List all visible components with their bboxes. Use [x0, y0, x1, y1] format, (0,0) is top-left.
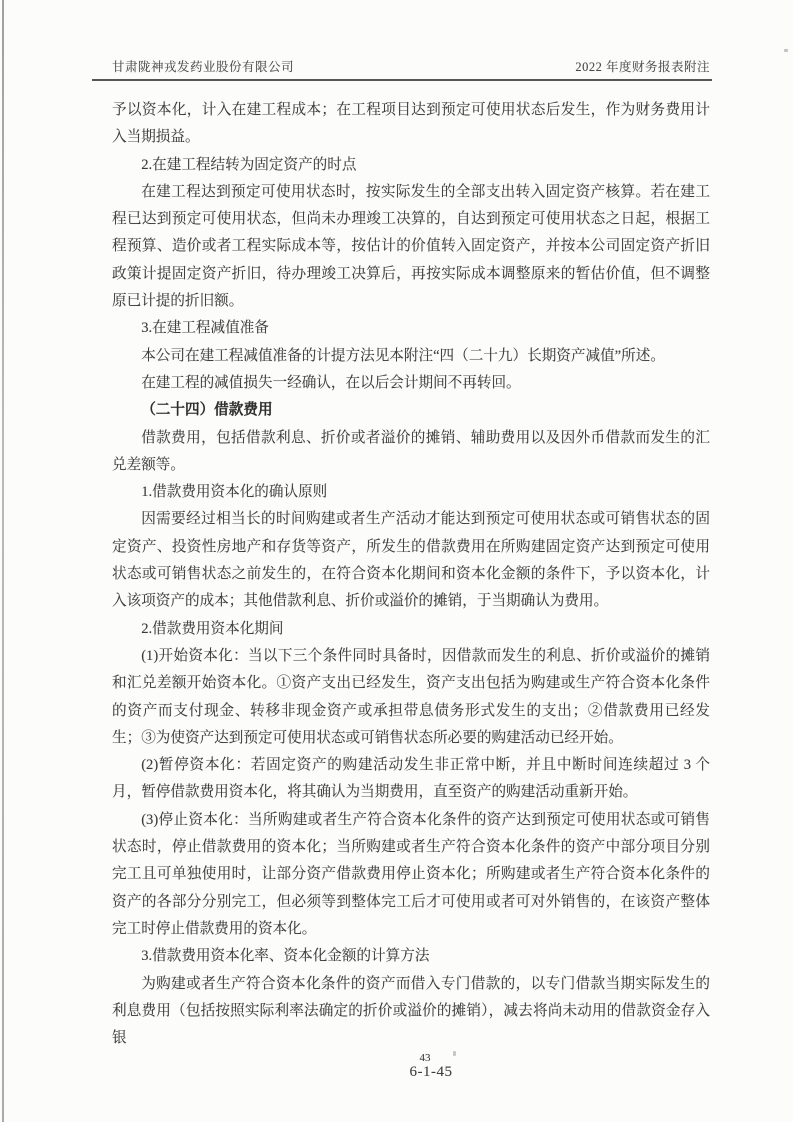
text-block-subheading: 3.借款费用资本化率、资本化金额的计算方法 — [141, 948, 430, 965]
page-number: 43 — [419, 1052, 431, 1064]
header-doc-title: 2022 年度财务报表附注 — [575, 60, 710, 74]
text-block-paragraph: 借款费用，包括借款利息、折价或者溢价的摊销、辅助费用以及因外币借款而发生的汇兑差额等。 — [112, 429, 710, 473]
text-block-paragraph: (1)开始资本化：当以下三个条件同时具备时，因借款而发生的利息、折价或溢价的摊销和汇兑差额开始资本化。①资产支出已经发生，资产支出包括为购建或生产符合资本化条件的资产而支付现金、转移非现金资产或承担带息债务形式发生的支出；②借款费用已经发生；③为使资产达到预定可使用状态或可销售状态所必要的购建活动已经开始。 — [112, 647, 710, 746]
text-block-paragraph: 在建工程达到预定可使用状态时，按实际发生的全部支出转入固定资产核算。若在建工程已达到预定可使用状态，但尚未办理竣工决算的，自达到预定可使用状态之日起，根据工程预算、造价或者工程实际成本等，按估计的价值转入固定资产，并按本公司固定资产折旧政策计提固定资产折旧，待办理竣工决算后，再按实际成本调整原来的暂估价值，但不调整原已计提的折旧额。 — [112, 183, 710, 310]
page-code: 6-1-45 — [409, 1064, 453, 1080]
text-block-subheading: 3.在建工程减值准备 — [141, 320, 269, 337]
text-block-continuation: 予以资本化，计入在建工程成本；在工程项目达到预定可使用状态后发生，作为财务费用计入当期损益。 — [112, 102, 710, 146]
page-header — [112, 57, 710, 75]
text-block-paragraph: (3)停止资本化：当所购建或者生产符合资本化条件的资产达到预定可使用状态或可销售状态时，停止借款费用的资本化；当所购建或者生产符合资本化条件的资产中部分项目分别完工且可单独使用时，让部分资产借款费用停止资本化；所购建或者生产符合资本化条件的资产的各部分分别完工，但必须等到整体完工后才可使用或者可对外销售的，在该资产整体完工时停止借款费用的资本化。 — [112, 811, 710, 937]
document-body — [112, 97, 710, 1052]
text-block-paragraph: 因需要经过相当长的时间购建或者生产活动才能达到预定可使用状态或可销售状态的固定资产、投资性房地产和存货等资产，所发生的借款费用在所购建固定资产达到预定可使用状态或可销售状态之前发生的，在符合资本化期间和资本化金额的条件下，予以资本化，计入该项资产的成本；其他借款利息、折价或溢价的摊销，于当期确认为费用。 — [112, 511, 710, 610]
scan-artifact — [784, 49, 788, 52]
text-block-heading: （二十四）借款费用 — [141, 402, 273, 419]
text-block-paragraph: (2)暂停资本化：若固定资产的购建活动发生非正常中断，并且中断时间连续超过 3 个月，暂停借款费用资本化，将其确认为当期费用，直至资产的购建活动重新开始。 — [112, 757, 710, 801]
text-block-paragraph: 本公司在建工程减值准备的计提方法见本附注“四（二十九）长期资产减值”所述。 — [141, 347, 665, 364]
text-block-paragraph: 为购建或者生产符合资本化条件的资产而借入专门借款的，以专门借款当期实际发生的利息费用（包括按照实际利率法确定的折价或溢价的摊销），减去将尚未动用的借款资金存入银 — [112, 975, 710, 1047]
text-block-subheading: 1.借款费用资本化的确认原则 — [141, 484, 328, 501]
page-footer — [132, 1052, 730, 1081]
header-company-name: 甘肃陇神戎发药业股份有限公司 — [112, 60, 295, 74]
text-block-subheading: 2.借款费用资本化期间 — [141, 620, 284, 637]
scan-edge-line — [2, 0, 4, 1122]
text-block-subheading: 2.在建工程结转为固定资产的时点 — [141, 156, 357, 173]
header-rule — [92, 79, 712, 81]
text-block-paragraph: 在建工程的减值损失一经确认，在以后会计期间不再转回。 — [141, 374, 521, 391]
